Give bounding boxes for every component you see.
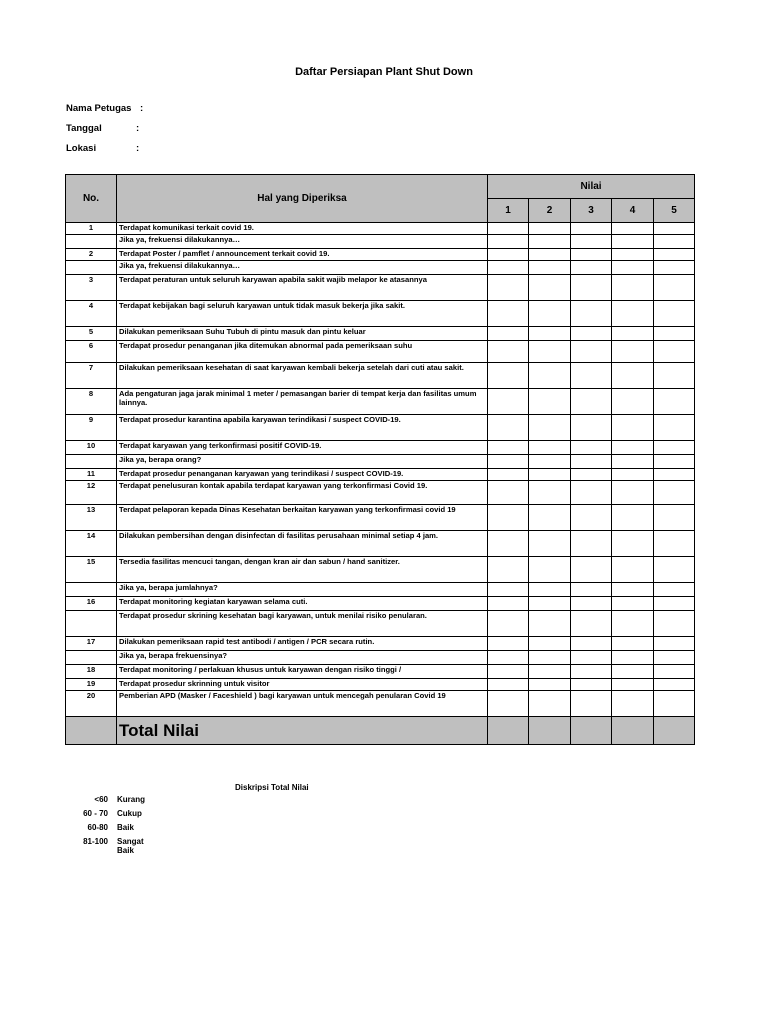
row-number: 9 [66, 415, 117, 441]
header-item: Hal yang Diperiksa [117, 175, 488, 223]
score-cell[interactable] [612, 301, 654, 327]
row-number: 12 [66, 481, 117, 505]
row-description: Dilakukan pemeriksaan Suhu Tubuh di pintu masuk dan pintu keluar [117, 327, 488, 341]
row-description: Pemberian APD (Masker / Faceshield ) bagi karyawan untuk mencegah penularan Covid 19 [117, 691, 488, 717]
score-column-header: 2 [529, 199, 571, 223]
score-cell[interactable] [571, 275, 612, 301]
row-description: Terdapat prosedur penanganan jika ditemukan abnormal pada pemeriksaan suhu [117, 341, 488, 363]
score-cell[interactable] [529, 505, 571, 531]
row-description: Jika ya, frekuensi dilakukannya… [117, 261, 488, 275]
score-cell[interactable] [488, 415, 529, 441]
score-cell[interactable] [488, 341, 529, 363]
score-cell[interactable] [612, 275, 654, 301]
score-cell[interactable] [571, 261, 612, 275]
score-cell[interactable] [529, 441, 571, 455]
row-description: Ada pengaturan jaga jarak minimal 1 meter / pemasangan barier di tempat kerja dan fasilitas umum lainnya. [117, 389, 488, 415]
score-cell[interactable] [654, 583, 695, 597]
score-cell[interactable] [612, 223, 654, 235]
score-cell[interactable] [612, 691, 654, 717]
row-description: Terdapat komunikasi terkait covid 19. [117, 223, 488, 235]
score-cell[interactable] [612, 327, 654, 341]
score-cell[interactable] [654, 341, 695, 363]
score-cell[interactable] [654, 557, 695, 583]
score-column-header: 5 [654, 199, 695, 223]
score-cell[interactable] [571, 611, 612, 637]
table-row [66, 249, 695, 261]
row-description: Terdapat monitoring kegiatan karyawan selama cuti. [117, 597, 488, 611]
table-row [66, 261, 695, 275]
row-description: Jika ya, frekuensi dilakukannya… [117, 235, 488, 249]
score-cell[interactable] [654, 389, 695, 415]
score-cell[interactable] [612, 363, 654, 389]
score-cell[interactable] [654, 415, 695, 441]
score-cell[interactable] [529, 637, 571, 651]
row-description: Terdapat Poster / pamflet / announcement terkait covid 19. [117, 249, 488, 261]
score-cell[interactable] [612, 481, 654, 505]
score-cell[interactable] [488, 327, 529, 341]
score-cell[interactable] [571, 363, 612, 389]
row-description: Dilakukan pemeriksaan kesehatan di saat karyawan kembali bekerja setelah dari cuti atau sakit. [117, 363, 488, 389]
total-row [66, 717, 695, 745]
legend-category: Sangat Baik [117, 837, 144, 855]
score-cell[interactable] [488, 249, 529, 261]
score-cell[interactable] [654, 505, 695, 531]
score-cell[interactable] [529, 363, 571, 389]
table-row [66, 327, 695, 341]
score-cell[interactable] [488, 637, 529, 651]
legend-range: <60 [94, 795, 108, 804]
score-cell[interactable] [488, 651, 529, 665]
row-number: 2 [66, 249, 117, 261]
score-cell[interactable] [612, 597, 654, 611]
score-cell[interactable] [654, 679, 695, 691]
row-number: 5 [66, 327, 117, 341]
score-cell[interactable] [488, 455, 529, 469]
row-number: 17 [66, 637, 117, 651]
score-cell[interactable] [654, 469, 695, 481]
score-cell[interactable] [571, 531, 612, 557]
table-row [66, 469, 695, 481]
score-cell[interactable] [654, 275, 695, 301]
row-number: 20 [66, 691, 117, 717]
score-cell[interactable] [654, 223, 695, 235]
row-number [66, 261, 117, 275]
table-row [66, 441, 695, 455]
checklist-table [65, 174, 695, 745]
score-cell[interactable] [612, 261, 654, 275]
score-cell[interactable] [488, 611, 529, 637]
score-cell[interactable] [488, 261, 529, 275]
row-number: 4 [66, 301, 117, 327]
score-cell[interactable] [529, 389, 571, 415]
table-row [66, 363, 695, 389]
row-number: 11 [66, 469, 117, 481]
score-cell[interactable] [654, 235, 695, 249]
score-cell[interactable] [612, 637, 654, 651]
score-cell[interactable] [612, 557, 654, 583]
table-row [66, 583, 695, 597]
score-cell[interactable] [571, 557, 612, 583]
score-cell[interactable] [571, 481, 612, 505]
total-blank-cell [66, 717, 117, 745]
score-cell[interactable] [488, 531, 529, 557]
score-cell[interactable] [654, 301, 695, 327]
row-description: Terdapat kebijakan bagi seluruh karyawan untuk tidak masuk bekerja jika sakit. [117, 301, 488, 327]
score-cell[interactable] [612, 665, 654, 679]
row-number [66, 583, 117, 597]
score-cell[interactable] [529, 301, 571, 327]
score-cell[interactable] [488, 301, 529, 327]
score-cell[interactable] [529, 249, 571, 261]
total-score-cell[interactable] [488, 717, 529, 745]
row-description: Terdapat prosedur skrinning untuk visitor [117, 679, 488, 691]
table-row [66, 651, 695, 665]
score-cell[interactable] [488, 235, 529, 249]
total-score-cell[interactable] [654, 717, 695, 745]
score-cell[interactable] [571, 441, 612, 455]
score-cell[interactable] [612, 583, 654, 597]
score-cell[interactable] [571, 341, 612, 363]
row-description: Terdapat prosedur penanganan karyawan yang terindikasi / suspect COVID-19. [117, 469, 488, 481]
score-cell[interactable] [654, 651, 695, 665]
score-cell[interactable] [571, 597, 612, 611]
score-cell[interactable] [571, 469, 612, 481]
legend-title: Diskripsi Total Nilai [235, 783, 309, 792]
meta-label: Lokasi [66, 143, 97, 154]
row-description: Terdapat pelaporan kepada Dinas Kesehatan berkaitan karyawan yang terkonfirmasi covid 19 [117, 505, 488, 531]
meta-label: Tanggal [66, 123, 102, 134]
score-cell[interactable] [529, 327, 571, 341]
score-cell[interactable] [529, 235, 571, 249]
header-score: Nilai [488, 175, 695, 199]
legend-range: 60 - 70 [83, 809, 108, 818]
score-cell[interactable] [654, 597, 695, 611]
table-row [66, 223, 695, 235]
score-cell[interactable] [654, 665, 695, 679]
score-cell[interactable] [571, 651, 612, 665]
row-number: 8 [66, 389, 117, 415]
total-score-cell[interactable] [612, 717, 654, 745]
score-cell[interactable] [654, 249, 695, 261]
row-number: 7 [66, 363, 117, 389]
score-cell[interactable] [654, 363, 695, 389]
score-cell[interactable] [529, 651, 571, 665]
table-row [66, 611, 695, 637]
score-cell[interactable] [571, 583, 612, 597]
row-description: Terdapat karyawan yang terkonfirmasi positif COVID-19. [117, 441, 488, 455]
score-cell[interactable] [529, 469, 571, 481]
legend-category: Kurang [117, 795, 145, 804]
score-cell[interactable] [529, 531, 571, 557]
score-cell[interactable] [571, 301, 612, 327]
score-cell[interactable] [571, 637, 612, 651]
row-number: 16 [66, 597, 117, 611]
score-column-header: 3 [571, 199, 612, 223]
score-column-header: 4 [612, 199, 654, 223]
score-cell[interactable] [612, 249, 654, 261]
row-number [66, 611, 117, 637]
table-row [66, 275, 695, 301]
row-number: 18 [66, 665, 117, 679]
score-cell[interactable] [612, 235, 654, 249]
score-cell[interactable] [529, 597, 571, 611]
score-cell[interactable] [529, 557, 571, 583]
meta-tanggal [66, 123, 140, 134]
table-row [66, 531, 695, 557]
row-number: 1 [66, 223, 117, 235]
table-row [66, 455, 695, 469]
row-description: Terdapat prosedur skrining kesehatan bagi karyawan, untuk menilai risiko penularan. [117, 611, 488, 637]
row-number [66, 651, 117, 665]
score-cell[interactable] [612, 611, 654, 637]
table-row [66, 505, 695, 531]
row-number: 19 [66, 679, 117, 691]
score-cell[interactable] [612, 469, 654, 481]
row-description: Jika ya, berapa frekuensinya? [117, 651, 488, 665]
row-number [66, 235, 117, 249]
row-number [66, 455, 117, 469]
table-row [66, 341, 695, 363]
table-row [66, 557, 695, 583]
score-cell[interactable] [488, 583, 529, 597]
score-cell[interactable] [488, 363, 529, 389]
table-row [66, 301, 695, 327]
score-cell[interactable] [612, 651, 654, 665]
score-cell[interactable] [529, 455, 571, 469]
row-number: 6 [66, 341, 117, 363]
row-description: Dilakukan pembersihan dengan disinfectan di fasilitas perusahaan minimal setiap 4 jam. [117, 531, 488, 557]
score-cell[interactable] [529, 679, 571, 691]
row-description: Jika ya, berapa jumlahnya? [117, 583, 488, 597]
meta-lokasi [66, 143, 140, 154]
meta-colon: : [140, 103, 144, 114]
row-number: 14 [66, 531, 117, 557]
score-cell[interactable] [612, 441, 654, 455]
score-cell[interactable] [529, 665, 571, 679]
row-description: Terdapat monitoring / perlakuan khusus untuk karyawan dengan risiko tinggi / [117, 665, 488, 679]
table-row [66, 691, 695, 717]
score-cell[interactable] [612, 531, 654, 557]
legend-category: Cukup [117, 809, 142, 818]
score-cell[interactable] [529, 275, 571, 301]
score-cell[interactable] [612, 341, 654, 363]
meta-nama-petugas [66, 103, 144, 114]
row-number: 10 [66, 441, 117, 455]
score-cell[interactable] [529, 415, 571, 441]
total-score-cell[interactable] [529, 717, 571, 745]
score-cell[interactable] [488, 441, 529, 455]
score-cell[interactable] [654, 691, 695, 717]
score-cell[interactable] [571, 249, 612, 261]
score-cell[interactable] [488, 505, 529, 531]
score-cell[interactable] [529, 261, 571, 275]
meta-colon: : [136, 123, 140, 134]
score-cell[interactable] [571, 679, 612, 691]
score-cell[interactable] [488, 557, 529, 583]
table-row [66, 389, 695, 415]
score-cell[interactable] [529, 691, 571, 717]
score-cell[interactable] [488, 597, 529, 611]
table-row [66, 665, 695, 679]
score-cell[interactable] [571, 665, 612, 679]
total-label: Total Nilai [117, 717, 488, 745]
score-cell[interactable] [654, 261, 695, 275]
score-cell[interactable] [488, 481, 529, 505]
score-cell[interactable] [571, 223, 612, 235]
score-cell[interactable] [654, 327, 695, 341]
score-cell[interactable] [612, 679, 654, 691]
table-row [66, 481, 695, 505]
row-number: 15 [66, 557, 117, 583]
row-description: Dilakukan pemeriksaan rapid test antibodi / antigen / PCR secara rutin. [117, 637, 488, 651]
table-row [66, 637, 695, 651]
score-column-header: 1 [488, 199, 529, 223]
score-cell[interactable] [654, 531, 695, 557]
score-cell[interactable] [488, 679, 529, 691]
score-cell[interactable] [488, 691, 529, 717]
score-cell[interactable] [488, 665, 529, 679]
score-cell[interactable] [654, 441, 695, 455]
row-description: Terdapat peraturan untuk seluruh karyawan apabila sakit wajib melapor ke atasannya [117, 275, 488, 301]
row-number: 3 [66, 275, 117, 301]
meta-label: Nama Petugas [66, 103, 132, 114]
legend-range: 60-80 [87, 823, 108, 832]
legend-range: 81-100 [83, 837, 108, 846]
total-score-cell[interactable] [571, 717, 612, 745]
score-cell[interactable] [571, 327, 612, 341]
score-cell[interactable] [529, 341, 571, 363]
meta-colon: : [136, 143, 140, 154]
score-cell[interactable] [654, 637, 695, 651]
score-cell[interactable] [654, 481, 695, 505]
score-cell[interactable] [571, 389, 612, 415]
score-cell[interactable] [654, 455, 695, 469]
table-row [66, 679, 695, 691]
row-description: Jika ya, berapa orang? [117, 455, 488, 469]
page-title: Daftar Persiapan Plant Shut Down [295, 66, 473, 78]
score-cell[interactable] [571, 691, 612, 717]
row-description: Tersedia fasilitas mencuci tangan, dengan kran air dan sabun / hand sanitizer. [117, 557, 488, 583]
score-cell[interactable] [529, 611, 571, 637]
score-cell[interactable] [488, 275, 529, 301]
score-cell[interactable] [612, 389, 654, 415]
row-number: 13 [66, 505, 117, 531]
score-cell[interactable] [612, 455, 654, 469]
score-cell[interactable] [488, 389, 529, 415]
score-cell[interactable] [571, 235, 612, 249]
score-cell[interactable] [488, 469, 529, 481]
score-cell[interactable] [654, 611, 695, 637]
score-cell[interactable] [571, 455, 612, 469]
score-cell[interactable] [529, 223, 571, 235]
checklist-body [66, 223, 695, 745]
score-cell[interactable] [571, 415, 612, 441]
row-description: Terdapat prosedur karantina apabila karyawan terindikasi / suspect COVID-19. [117, 415, 488, 441]
header-no: No. [66, 175, 117, 223]
row-description: Terdapat penelusuran kontak apabila terdapat karyawan yang terkonfirmasi Covid 19. [117, 481, 488, 505]
score-cell[interactable] [488, 223, 529, 235]
score-cell[interactable] [529, 583, 571, 597]
score-cell[interactable] [612, 505, 654, 531]
table-row [66, 597, 695, 611]
score-cell[interactable] [612, 415, 654, 441]
table-row [66, 235, 695, 249]
table-row [66, 415, 695, 441]
legend-category: Baik [117, 823, 134, 832]
score-cell[interactable] [529, 481, 571, 505]
score-cell[interactable] [571, 505, 612, 531]
